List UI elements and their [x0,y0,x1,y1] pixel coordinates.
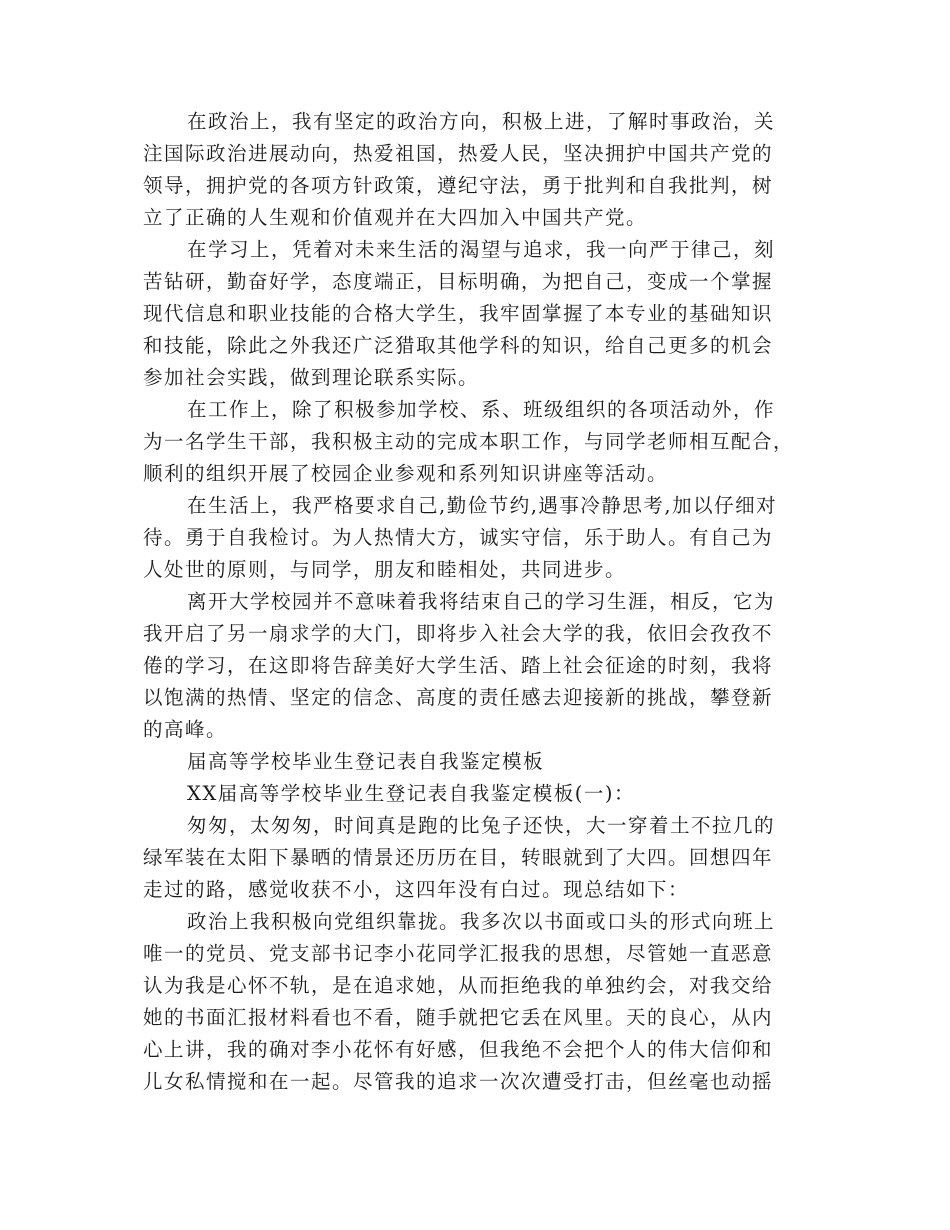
text-line: 立了正确的人生观和价值观并在大四加入中国共产党。 [143,206,648,229]
text-line: 在生活上，我严格要求自己,勤俭节约,遇事冷静思考,加以仔细对 [187,494,778,517]
text-line: 唯一的党员、党支部书记李小花同学汇报我的思想，尽管她一直恶意 [143,942,774,965]
text-line: 参加社会实践，做到理论联系实际。 [143,366,480,389]
text-line: 待。勇于自我检讨。为人热情大方，诚实守信，乐于助人。有自己为 [143,526,774,549]
text-line: 心上讲，我的确对李小花怀有好感，但我绝不会把个人的伟大信仰和 [143,1038,774,1061]
text-line: 苦钻研，勤奋好学，态度端正，目标明确，为把自己，变成一个掌握 [143,270,774,293]
text-line: 走过的路，感觉收获不小，这四年没有白过。现总结如下： [143,878,690,901]
text-line: 的高峰。 [143,718,228,741]
text-line: 注国际政治进展动向，热爱祖国，热爱人民，坚决拥护中国共产党的 [143,142,774,165]
text-line: 现代信息和职业技能的合格大学生，我牢固掌握了本专业的基础知识 [143,302,774,325]
text-line: 顺利的组织开展了校园企业参观和系列知识讲座等活动。 [143,462,669,485]
text-line: 和技能，除此之外我还广泛猎取其他学科的知识，给自己更多的机会 [143,334,774,357]
text-line: 倦的学习，在这即将告辞美好大学生活、踏上社会征途的时刻，我将 [143,654,774,677]
text-line: 在工作上，除了积极参加学校、系、班级组织的各项活动外，作 [187,398,776,421]
text-line: 离开大学校园并不意味着我将结束自己的学习生涯，相反，它为 [187,590,776,613]
text-line: 为一名学生干部，我积极主动的完成本职工作，与同学老师相互配合， [143,430,795,453]
text-line: 政治上我积极向党组织靠拢。我多次以书面或口头的形式向班上 [187,910,776,933]
text-line: 儿女私情搅和在一起。尽管我的追求一次次遭受打击，但丝毫也动摇 [143,1070,774,1093]
text-line: 她的书面汇报材料看也不看，随手就把它丢在风里。天的良心，从内 [143,1006,774,1029]
text-line: 届高等学校毕业生登记表自我鉴定模板 [187,750,545,773]
text-line: 匆匆，太匆匆，时间真是跑的比兔子还快，大一穿着土不拉几的 [187,814,776,837]
text-line: 认为我是心怀不轨，是在追求她，从而拒绝我的单独约会，对我交给 [143,974,774,997]
text-line: 人处世的原则，与同学，朋友和睦相处，共同进步。 [143,558,627,581]
text-line: 绿军装在太阳下暴晒的情景还历历在目，转眼就到了大四。回想四年 [143,846,774,869]
text-line: 我开启了另一扇求学的大门，即将步入社会大学的我，依旧会孜孜不 [143,622,774,645]
document-body [143,106,807,1098]
text-line: XX届高等学校毕业生登记表自我鉴定模板(一)： [187,782,635,805]
text-line: 领导，拥护党的各项方针政策，遵纪守法，勇于批判和自我批判，树 [143,174,774,197]
text-line: 以饱满的热情、坚定的信念、高度的责任感去迎接新的挑战，攀登新 [143,686,774,709]
text-line: 在学习上，凭着对未来生活的渴望与追求，我一向严于律己，刻 [187,238,776,261]
text-line: 在政治上，我有坚定的政治方向，积极上进，了解时事政治，关 [187,110,776,133]
